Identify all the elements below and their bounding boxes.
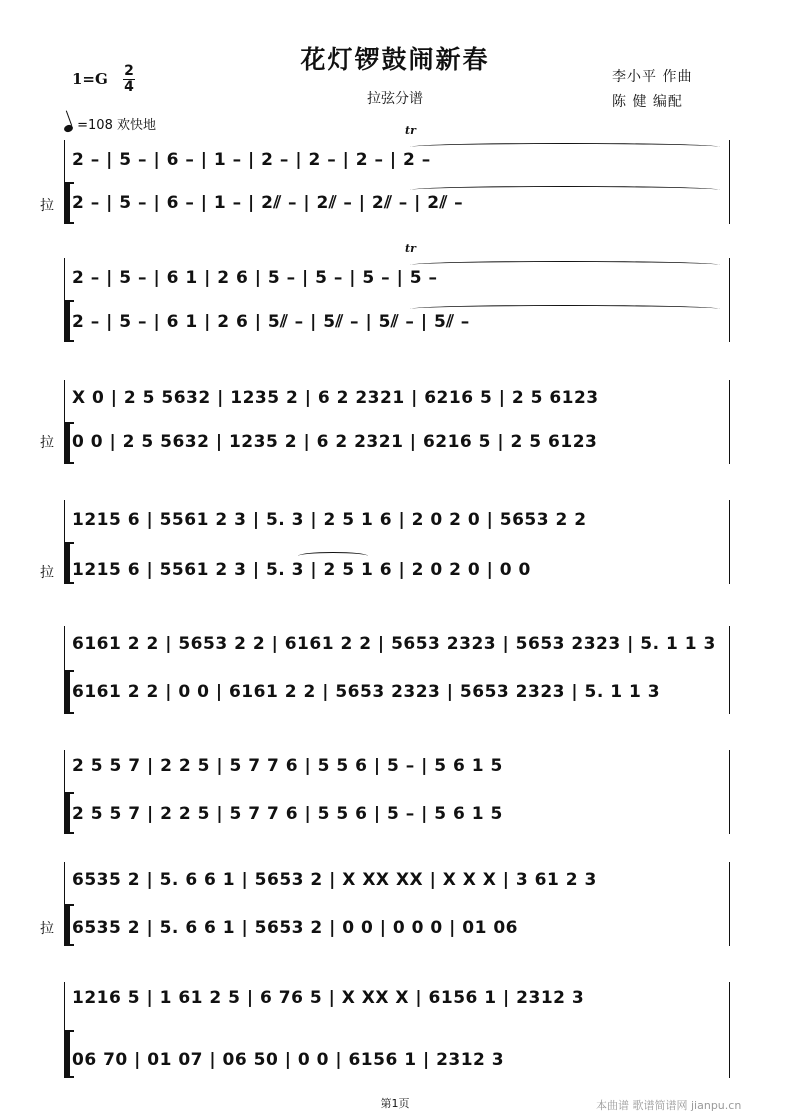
system-7-lower: 6535 2 | 5. 6 6 1 | 5653 2 | 0 0 | 0 0 0 | 01 06 — [72, 918, 519, 938]
meter-bottom: 4 — [124, 79, 134, 95]
staff-brace — [64, 792, 70, 834]
barline — [729, 140, 730, 224]
system-3-upper: X 0 | 2 5 5632 | 1235 2 | 6 2 2321 | 6216 5 | 2 5 6123 — [72, 388, 599, 408]
barline — [729, 982, 730, 1078]
staff-brace — [64, 182, 70, 224]
quarter-note-icon — [63, 124, 74, 134]
meter-top: 2 — [124, 63, 134, 79]
arranger-credit: 陈 健 编配 — [612, 94, 683, 110]
system-2-lower: 2 – | 5 – | 6 1 | 2 6 | 5⫽ – | 5⫽ – | 5⫽ – | 5⫽ – — [72, 312, 470, 332]
system-6-lower: 2 5 5 7 | 2 2 5 | 5 7 7 6 | 5 5 6 | 5 – | 5 6 1 5 — [72, 804, 503, 824]
system-8-lower: 06 70 | 01 07 | 06 50 | 0 0 | 6156 1 | 2312 3 — [72, 1050, 505, 1070]
barline — [729, 258, 730, 342]
system-7-upper: 6535 2 | 5. 6 6 1 | 5653 2 | X XX XX | X X X | 3 61 2 3 — [72, 870, 597, 890]
system-5-upper: 6161 2 2 | 5653 2 2 | 6161 2 2 | 5653 2323 | 5653 2323 | 5. 1 1 3 — [72, 634, 716, 654]
system-4-lower: 1215 6 | 5561 2 3 | 5. 3 | 2 5 1 6 | 2 0 2 0 | 0 0 — [72, 560, 531, 580]
trill-mark-icon: tr — [405, 242, 416, 255]
key-signature: 1=G — [72, 70, 108, 88]
staff-brace — [64, 1030, 70, 1078]
barline — [729, 500, 730, 584]
instrument-label: 拉 — [40, 198, 54, 214]
tie-arc — [410, 261, 720, 269]
score-title: 花灯锣鼓闹新春 — [300, 45, 490, 74]
instrument-label: 拉 — [40, 921, 54, 937]
system-2-upper: 2 – | 5 – | 6 1 | 2 6 | 5 – | 5 – | 5 – | 5 – — [72, 268, 438, 288]
system-1-upper: 2 – | 5 – | 6 – | 1 – | 2 – | 2 – | 2 – | 2 – — [72, 150, 431, 170]
tempo-marking — [64, 114, 156, 133]
tempo-text: =108 欢快地 — [77, 118, 156, 133]
staff-brace — [64, 542, 70, 584]
barline — [729, 750, 730, 834]
time-signature — [123, 64, 135, 95]
instrument-label: 拉 — [40, 565, 54, 581]
score-subtitle: 拉弦分谱 — [367, 91, 423, 107]
tie-arc — [410, 143, 720, 151]
tie-arc — [410, 186, 720, 194]
barline — [729, 626, 730, 714]
system-5-lower: 6161 2 2 | 0 0 | 6161 2 2 | 5653 2323 | 5653 2323 | 5. 1 1 3 — [72, 682, 661, 702]
barline — [729, 862, 730, 946]
barline — [729, 380, 730, 464]
staff-brace — [64, 300, 70, 342]
instrument-label: 拉 — [40, 435, 54, 451]
staff-brace — [64, 904, 70, 946]
system-3-lower: 0 0 | 2 5 5632 | 1235 2 | 6 2 2321 | 6216 5 | 2 5 6123 — [72, 432, 598, 452]
tie-arc — [298, 552, 368, 560]
system-6-upper: 2 5 5 7 | 2 2 5 | 5 7 7 6 | 5 5 6 | 5 – | 5 6 1 5 — [72, 756, 503, 776]
staff-brace — [64, 670, 70, 714]
trill-mark-icon: tr — [405, 124, 416, 137]
system-4-upper: 1215 6 | 5561 2 3 | 5. 3 | 2 5 1 6 | 2 0 2 0 | 5653 2 2 — [72, 510, 587, 530]
system-1-lower: 2 – | 5 – | 6 – | 1 – | 2⫽ – | 2⫽ – | 2⫽ – | 2⫽ – — [72, 193, 464, 213]
page-number: 第1页 — [380, 1097, 410, 1110]
watermark-text: 本曲谱 歌谱简谱网 jianpu.cn — [596, 1099, 742, 1112]
staff-brace — [64, 422, 70, 464]
system-8-upper: 1216 5 | 1 61 2 5 | 6 76 5 | X XX X | 6156 1 | 2312 3 — [72, 988, 585, 1008]
tie-arc — [410, 305, 720, 313]
composer-credit: 李小平 作曲 — [612, 69, 693, 85]
